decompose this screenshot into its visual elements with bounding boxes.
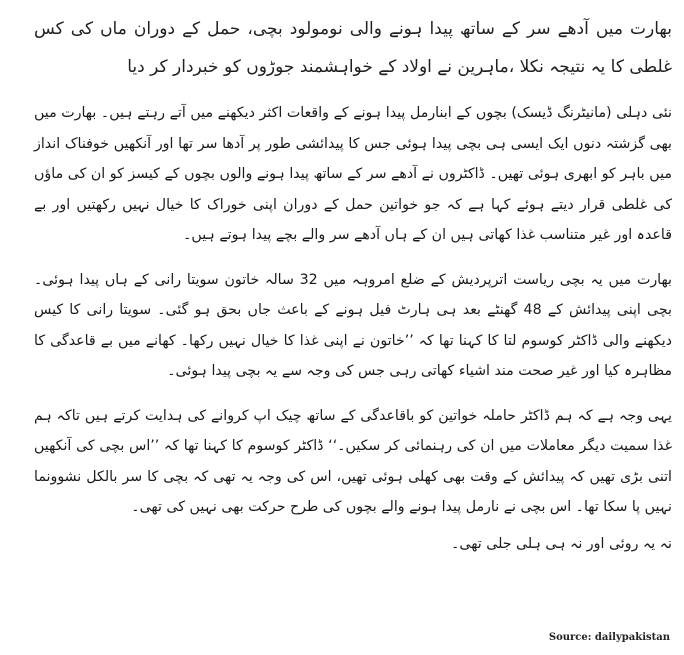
article-closing-line: نہ یہ روئی اور نہ ہی ہلی جلی تھی۔ xyxy=(451,535,672,552)
article-paragraph-3: یہی وجہ ہے کہ ہم ڈاکٹر حاملہ خواتین کو باقاعدگی کے ساتھ چیک اپ کروانے کی ہدایت کرتے ہیں تاکہ ہم غذا سمیت دیگر معاملات میں ان کی رہنمائی کر سکیں۔‘‘ ڈاکٹر کوسوم کا کہنا تھا کہ ’’اس بچی کی آنکھیں اتنی بڑی تھیں کہ پیدائش کے وقت بھی کھلی ہوئی تھیں، اس کی وجہ یہ تھی کہ بچی کا سر بالکل نشوونما نہیں پا سکا تھا۔ اس بچی نے نارمل پیدا ہونے والے بچوں کی طرح حرکت بھی نہیں کی تھی۔ xyxy=(34,407,672,515)
source-credit: Source: dailypakistan xyxy=(548,632,670,643)
article-paragraph-1: نئی دہلی (مانیٹرنگ ڈیسک) بچوں کے ابنارمل پیدا ہونے کے واقعات اکثر دیکھنے میں آتے رہتے ہیں۔ بھارت میں بھی گزشتہ دنوں ایک ایسی ہی بچی پیدا ہوئی جس کا پیدائشی طور پر آدھا سر تھا اور آنکھیں خوفناک انداز میں باہر کو ابھری ہوئی تھیں۔ ڈاکٹروں نے آدھے سر کے ساتھ پیدا ہونے والوں بچوں کے کیسز کو ان کی ماؤں کی غلطی قرار دیتے ہوئے کہا ہے کہ جو خواتین حمل کے دوران اپنی خوراک کا خیال نہیں رکھتیں اور بے قاعدہ اور غیر متناسب غذا کھاتی ہیں ان کے ہاں آدھے سر والے بچے پیدا ہوتے ہیں۔ xyxy=(34,105,672,243)
article-body xyxy=(34,10,672,573)
article-paragraph-2: بھارت میں یہ بچی ریاست اترپردیش کے ضلع امروہہ میں 32 سالہ خاتون سویتا رانی کے ہاں پیدا ہوئی۔ بچی اپنی پیدائش کے 48 گھنٹے بعد ہی ہارٹ فیل ہونے کے باعث جاں بحق ہو گئی۔ سویتا رانی کا کیس دیکھنے والی ڈاکٹر کوسوم لتا کا کہنا تھا کہ ’’خاتون نے اپنی غذا کا خیال نہیں رکھا۔ کھانے میں بے قاعدگی کا مظاہرہ کیا اور غیر صحت مند اشیاء کھاتی رہی جس کی وجہ سے یہ بچی پیدا ہوئی۔ xyxy=(34,271,672,379)
article-headline: بھارت میں آدھے سر کے ساتھ پیدا ہونے والی نومولود بچی، حمل کے دوران ماں کی کس غلطی کا یہ نتیجہ نکلا ،ماہرین نے اولاد کے خواہشمند جوڑوں کو خبردار کر دیا xyxy=(34,19,672,77)
